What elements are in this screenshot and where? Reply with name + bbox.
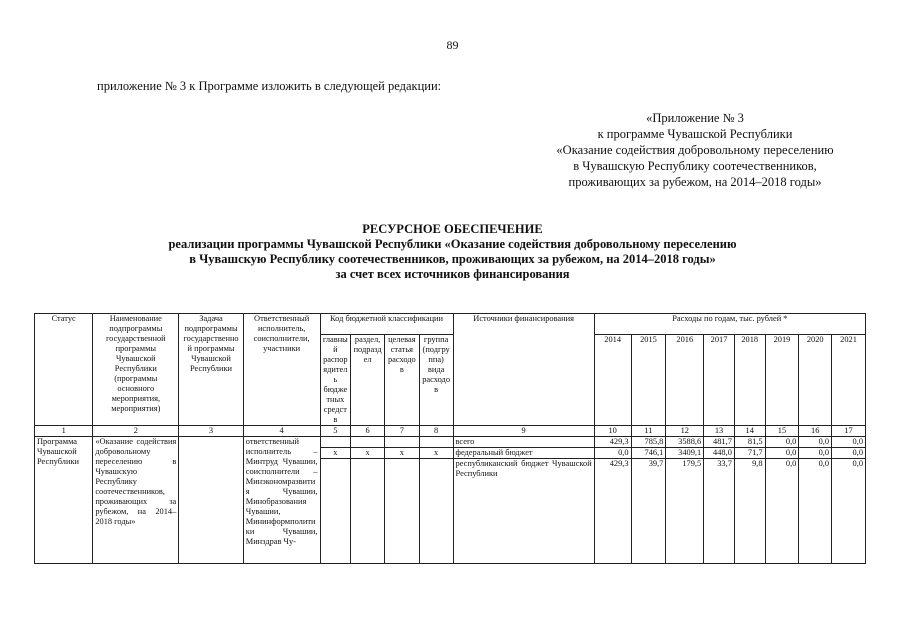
document-title: [0, 222, 905, 282]
value-cell: 0,0: [765, 459, 799, 564]
value-cell: 0,0: [799, 459, 832, 564]
value-cell: 9,8: [734, 459, 765, 564]
value-cell: 33,7: [704, 459, 735, 564]
value-cell: 429,3: [594, 437, 631, 448]
value-cell: 0,0: [832, 459, 866, 564]
row-code-cell: [419, 459, 453, 564]
column-number: 6: [351, 426, 385, 437]
column-number: 15: [765, 426, 799, 437]
code-mark: х: [419, 448, 453, 459]
header-year: 2017: [704, 335, 735, 426]
header-expenses: Расходы по годам, тыс. рублей *: [594, 314, 865, 335]
column-number: 8: [419, 426, 453, 437]
value-cell: 71,7: [734, 448, 765, 459]
page-number: 89: [446, 38, 459, 52]
column-number: 16: [799, 426, 832, 437]
value-cell: 0,0: [832, 448, 866, 459]
appendix-line: «Приложение № 3: [646, 111, 744, 125]
table-row: [35, 437, 866, 448]
appendix-line: проживающих за рубежом, на 2014–2018 годы»: [568, 175, 822, 189]
row-status: Программа Чувашской Республики: [35, 437, 93, 564]
column-number: 11: [631, 426, 666, 437]
header-year: 2014: [594, 335, 631, 426]
header-year: 2018: [734, 335, 765, 426]
intro-text: приложение № 3 к Программе изложить в следующей редакции:: [97, 79, 442, 93]
header-budget-sub: группа (подгруппа) вида расходов: [419, 335, 453, 426]
appendix-line: к программе Чувашской Республики: [597, 127, 793, 141]
title-line: за счет всех источников финансирования: [335, 267, 570, 281]
value-cell: 3588,6: [666, 437, 704, 448]
value-cell: 429,3: [594, 459, 631, 564]
column-number: 7: [384, 426, 419, 437]
column-number: 9: [453, 426, 594, 437]
value-cell: 39,7: [631, 459, 666, 564]
title-line: в Чувашскую Республику соотечественников, проживающих за рубежом, на 2014–2018 годы»: [189, 252, 716, 266]
appendix-line: в Чувашскую Республику соотечественников,: [573, 159, 817, 173]
column-number: 1: [35, 426, 93, 437]
header-year: 2015: [631, 335, 666, 426]
row-code-cell: [351, 459, 385, 564]
code-mark: х: [320, 448, 351, 459]
row-code-cell: [320, 437, 351, 448]
value-cell: 0,0: [765, 448, 799, 459]
row-name: «Оказание содействия добровольному переселению в Чувашскую Республику соотечественников, проживающих за рубежом, на 2014–2018 годы»: [93, 437, 179, 564]
header-budget-sub: раздел, подраздел: [351, 335, 385, 426]
source-name: всего: [453, 437, 594, 448]
column-number: 17: [832, 426, 866, 437]
row-code-cell: [419, 437, 453, 448]
column-numbers-row: [35, 426, 866, 437]
row-responsible: ответственный исполнитель – Минтруд Чувашии, соисполнители – Минэкономразвития Чувашии, Минобразования Чувашии, Мининформполитики Чувашии, Минздрав Чу-: [243, 437, 320, 564]
title-line: реализации программы Чувашской Республики «Оказание содействия добровольному переселению: [168, 237, 737, 251]
header-year: 2021: [832, 335, 866, 426]
header-task: Задача подпрограммы государственной программы Чувашской Республики: [179, 314, 243, 426]
code-mark: х: [384, 448, 419, 459]
value-cell: 0,0: [594, 448, 631, 459]
title-line: РЕСУРСНОЕ ОБЕСПЕЧЕНИЕ: [362, 222, 543, 236]
appendix-heading: [495, 110, 895, 190]
header-budget-sub: целевая статья расходов: [384, 335, 419, 426]
row-code-cell: [384, 437, 419, 448]
header-year: 2020: [799, 335, 832, 426]
column-number: 12: [666, 426, 704, 437]
header-sources: Источники финансирования: [453, 314, 594, 426]
value-cell: 81,5: [734, 437, 765, 448]
value-cell: 3409,1: [666, 448, 704, 459]
row-task: [179, 437, 243, 564]
value-cell: 448,0: [704, 448, 735, 459]
resource-table: [34, 313, 866, 564]
header-name: Наименование подпрограммы государственной программы Чувашской Республики (программы основного мероприятия, мероприятия): [93, 314, 179, 426]
value-cell: 0,0: [832, 437, 866, 448]
column-number: 10: [594, 426, 631, 437]
value-cell: 0,0: [799, 448, 832, 459]
source-name: федеральный бюджет: [453, 448, 594, 459]
column-number: 4: [243, 426, 320, 437]
header-year: 2019: [765, 335, 799, 426]
value-cell: 0,0: [765, 437, 799, 448]
column-number: 14: [734, 426, 765, 437]
column-number: 13: [704, 426, 735, 437]
row-code-cell: [351, 437, 385, 448]
value-cell: 0,0: [799, 437, 832, 448]
column-number: 5: [320, 426, 351, 437]
value-cell: 481,7: [704, 437, 735, 448]
value-cell: 746,1: [631, 448, 666, 459]
header-responsible: Ответственный исполнитель, соисполнители, участники: [243, 314, 320, 426]
header-year: 2016: [666, 335, 704, 426]
row-code-cell: [320, 459, 351, 564]
appendix-line: «Оказание содействия добровольному переселению: [556, 143, 834, 157]
header-status: Статус: [35, 314, 93, 426]
value-cell: 179,5: [666, 459, 704, 564]
code-mark: х: [351, 448, 385, 459]
column-number: 2: [93, 426, 179, 437]
value-cell: 785,8: [631, 437, 666, 448]
column-number: 3: [179, 426, 243, 437]
source-name: республиканский бюджет Чувашской Республики: [453, 459, 594, 564]
header-budget-sub: главный распорядитель бюджетных средств: [320, 335, 351, 426]
row-code-cell: [384, 459, 419, 564]
header-budget-code: Код бюджетной классификации: [320, 314, 453, 335]
